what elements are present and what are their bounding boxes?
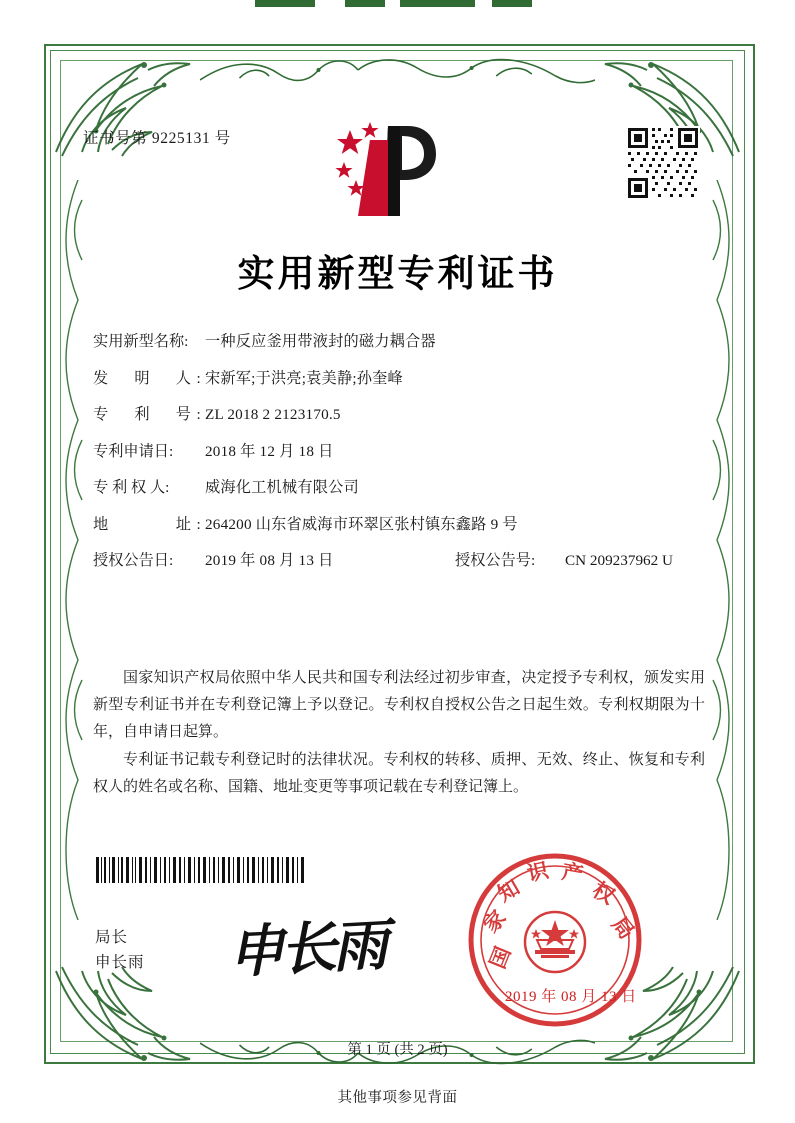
- page-number: 第 1 页 (共 2 页): [347, 1042, 448, 1058]
- field-row-grant-announcement: [93, 551, 713, 571]
- certificate-number: 证书号第 9225131 号: [83, 130, 231, 147]
- signature-block: [95, 925, 145, 975]
- field-row-patent-number: [93, 405, 713, 425]
- director-title: 局长: [95, 929, 129, 946]
- svg-text:局: 局: [607, 911, 640, 944]
- field-value: ZL 2018 2 2123170.5: [205, 406, 341, 423]
- svg-text:国: 国: [484, 943, 516, 972]
- field-row-inventors: [93, 369, 713, 389]
- barcode: [96, 857, 308, 883]
- svg-text:知: 知: [493, 874, 524, 907]
- field-label: 专 利 号:: [93, 406, 207, 423]
- field-label: 发 明 人:: [93, 369, 207, 387]
- field-label-secondary: 授权公告号:: [455, 552, 536, 569]
- cnipa-logo-icon: [330, 118, 460, 223]
- svg-text:识: 识: [524, 857, 551, 886]
- field-label: 专 利 权 人:: [93, 479, 170, 496]
- page-title: 实用新型专利证书: [237, 251, 558, 295]
- field-label: 实用新型名称:: [93, 333, 189, 350]
- handwritten-signature: 申长雨: [226, 911, 386, 987]
- field-label: 地 址:: [93, 515, 207, 533]
- patent-fields: [93, 332, 713, 588]
- qr-code: [626, 126, 700, 200]
- field-label: 授权公告日:: [93, 552, 174, 569]
- director-name: 申长雨: [95, 954, 145, 971]
- field-row-application-date: [93, 442, 713, 462]
- legal-text: [93, 665, 705, 802]
- footnote: 其他事项参见背面: [337, 1090, 458, 1106]
- field-row-invention-name: [93, 332, 713, 352]
- field-value: 264200 山东省威海市环翠区张村镇东鑫路 9 号: [205, 515, 518, 533]
- field-row-address: [93, 515, 713, 535]
- field-row-patentee: [93, 478, 713, 498]
- svg-text:家: 家: [478, 905, 511, 938]
- svg-text:权: 权: [588, 876, 620, 909]
- svg-text:产: 产: [560, 858, 586, 887]
- field-value-secondary: CN 209237962 U: [565, 552, 674, 569]
- legal-paragraph-2: 专利证书记载专利登记时的法律状况。专利权的转移、质押、无效、终止、恢复和专利权人的姓名或名称、国籍、地址变更等事项记载在专利登记簿上。: [93, 752, 705, 795]
- field-value: 一种反应釜用带液封的磁力耦合器: [205, 333, 436, 350]
- seal-date: 2019 年 08 月 13 日: [505, 989, 637, 1005]
- field-label: 专利申请日:: [93, 442, 174, 460]
- field-value: 2018 年 12 月 18 日: [205, 442, 334, 460]
- field-value: 2019 年 08 月 13 日: [205, 552, 334, 569]
- field-value: 宋新军;于洪亮;袁美静;孙奎峰: [205, 369, 403, 387]
- legal-paragraph-1: 国家知识产权局依照中华人民共和国专利法经过初步审查，决定授予专利权，颁发实用新型专利证书并在专利登记簿上予以登记。专利权自授权公告之日起生效。专利权期限为十年，自申请日起算。: [93, 670, 705, 740]
- field-value: 威海化工机械有限公司: [205, 479, 359, 496]
